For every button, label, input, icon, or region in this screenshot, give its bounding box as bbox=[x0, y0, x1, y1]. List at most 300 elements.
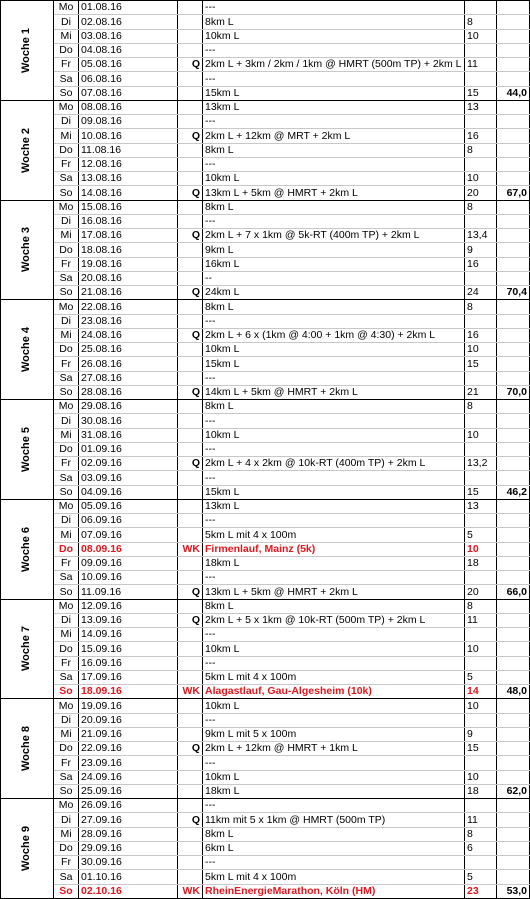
day-row bbox=[1, 827, 530, 841]
weekly-total-cell bbox=[497, 770, 530, 784]
weekly-total-cell: 48,0 bbox=[497, 685, 530, 699]
weekday-cell: Mo bbox=[54, 300, 79, 314]
weekly-total-cell: 53,0 bbox=[497, 884, 530, 898]
day-row bbox=[1, 86, 530, 100]
distance-cell: 8 bbox=[465, 827, 497, 841]
weekday-cell: Mi bbox=[54, 29, 79, 43]
date-cell: 04.09.16 bbox=[79, 485, 178, 499]
weekly-total-cell bbox=[497, 58, 530, 72]
day-row bbox=[1, 243, 530, 257]
workout-description-cell: 5km L mit 4 x 100m bbox=[203, 870, 465, 884]
session-type-cell bbox=[178, 100, 203, 114]
workout-description-cell: 8km L bbox=[203, 300, 465, 314]
session-type-cell bbox=[178, 72, 203, 86]
date-cell: 06.09.16 bbox=[79, 514, 178, 528]
day-row bbox=[1, 300, 530, 314]
week-label: Woche 9 bbox=[20, 825, 33, 871]
week-label-cell bbox=[1, 100, 54, 200]
weekday-cell: So bbox=[54, 86, 79, 100]
workout-description-cell: 15km L bbox=[203, 485, 465, 499]
weekday-cell: Fr bbox=[54, 856, 79, 870]
weekday-cell: So bbox=[54, 385, 79, 399]
weekday-cell: Sa bbox=[54, 72, 79, 86]
weekly-total-cell bbox=[497, 613, 530, 627]
week-label: Woche 3 bbox=[20, 227, 33, 273]
date-cell: 14.08.16 bbox=[79, 186, 178, 200]
day-row bbox=[1, 556, 530, 570]
day-row bbox=[1, 799, 530, 813]
workout-description-cell: --- bbox=[203, 471, 465, 485]
date-cell: 18.08.16 bbox=[79, 243, 178, 257]
session-type-cell bbox=[178, 499, 203, 513]
session-type-cell bbox=[178, 528, 203, 542]
session-type-cell: Q bbox=[178, 813, 203, 827]
date-cell: 17.08.16 bbox=[79, 229, 178, 243]
distance-cell: 13,4 bbox=[465, 229, 497, 243]
workout-description-cell: 18km L bbox=[203, 556, 465, 570]
workout-description-cell: 9km L mit 5 x 100m bbox=[203, 727, 465, 741]
session-type-cell: Q bbox=[178, 457, 203, 471]
weekly-total-cell bbox=[497, 43, 530, 57]
weekly-total-cell bbox=[497, 157, 530, 171]
weekly-total-cell bbox=[497, 172, 530, 186]
weekly-total-cell bbox=[497, 670, 530, 684]
date-cell: 12.08.16 bbox=[79, 157, 178, 171]
date-cell: 06.08.16 bbox=[79, 72, 178, 86]
workout-description-cell: --- bbox=[203, 799, 465, 813]
weekly-total-cell bbox=[497, 813, 530, 827]
date-cell: 09.09.16 bbox=[79, 556, 178, 570]
distance-cell: 10 bbox=[465, 542, 497, 556]
distance-cell bbox=[465, 157, 497, 171]
date-cell: 30.09.16 bbox=[79, 856, 178, 870]
weekday-cell: Do bbox=[54, 542, 79, 556]
weekday-cell: Sa bbox=[54, 371, 79, 385]
distance-cell bbox=[465, 442, 497, 456]
date-cell: 14.09.16 bbox=[79, 628, 178, 642]
date-cell: 02.08.16 bbox=[79, 15, 178, 29]
workout-description-cell: --- bbox=[203, 656, 465, 670]
distance-cell: 11 bbox=[465, 613, 497, 627]
date-cell: 16.08.16 bbox=[79, 214, 178, 228]
date-cell: 22.08.16 bbox=[79, 300, 178, 314]
weekday-cell: So bbox=[54, 286, 79, 300]
weekly-total-cell bbox=[497, 827, 530, 841]
distance-cell: 8 bbox=[465, 599, 497, 613]
weekday-cell: Di bbox=[54, 813, 79, 827]
date-cell: 07.09.16 bbox=[79, 528, 178, 542]
workout-description-cell: --- bbox=[203, 856, 465, 870]
distance-cell: 10 bbox=[465, 29, 497, 43]
date-cell: 19.08.16 bbox=[79, 257, 178, 271]
session-type-cell: Q bbox=[178, 58, 203, 72]
weekly-total-cell bbox=[497, 1, 530, 15]
session-type-cell bbox=[178, 799, 203, 813]
workout-description-cell: 2km L + 3km / 2km / 1km @ HMRT (500m TP) + 2km L bbox=[203, 58, 465, 72]
session-type-cell bbox=[178, 856, 203, 870]
session-type-cell bbox=[178, 727, 203, 741]
workout-description-cell: 18km L bbox=[203, 784, 465, 798]
session-type-cell bbox=[178, 115, 203, 129]
workout-description-cell: 10km L bbox=[203, 428, 465, 442]
weekly-total-cell bbox=[497, 343, 530, 357]
weekday-cell: Di bbox=[54, 314, 79, 328]
session-type-cell bbox=[178, 656, 203, 670]
workout-description-cell: 2km L + 6 x (1km @ 4:00 + 1km @ 4:30) + 2km L bbox=[203, 328, 465, 342]
date-cell: 18.09.16 bbox=[79, 685, 178, 699]
session-type-cell: Q bbox=[178, 385, 203, 399]
distance-cell bbox=[465, 799, 497, 813]
date-cell: 01.08.16 bbox=[79, 1, 178, 15]
session-type-cell bbox=[178, 143, 203, 157]
day-row bbox=[1, 43, 530, 57]
distance-cell: 10 bbox=[465, 172, 497, 186]
date-cell: 24.08.16 bbox=[79, 328, 178, 342]
distance-cell: 10 bbox=[465, 699, 497, 713]
session-type-cell bbox=[178, 870, 203, 884]
distance-cell bbox=[465, 514, 497, 528]
distance-cell: 20 bbox=[465, 186, 497, 200]
session-type-cell: WK bbox=[178, 685, 203, 699]
session-type-cell bbox=[178, 571, 203, 585]
day-row bbox=[1, 343, 530, 357]
date-cell: 17.09.16 bbox=[79, 670, 178, 684]
week-label: Woche 8 bbox=[20, 726, 33, 772]
distance-cell bbox=[465, 214, 497, 228]
weekday-cell: Mo bbox=[54, 699, 79, 713]
date-cell: 25.08.16 bbox=[79, 343, 178, 357]
week-label-cell bbox=[1, 200, 54, 300]
weekly-total-cell bbox=[497, 15, 530, 29]
workout-description-cell: 8km L bbox=[203, 15, 465, 29]
workout-description-cell: 13km L + 5km @ HMRT + 2km L bbox=[203, 585, 465, 599]
weekday-cell: Do bbox=[54, 742, 79, 756]
weekly-total-cell bbox=[497, 457, 530, 471]
workout-description-cell: --- bbox=[203, 314, 465, 328]
distance-cell bbox=[465, 571, 497, 585]
weekday-cell: Mi bbox=[54, 229, 79, 243]
day-row bbox=[1, 214, 530, 228]
session-type-cell bbox=[178, 784, 203, 798]
session-type-cell: Q bbox=[178, 286, 203, 300]
workout-description-cell: Alagastlauf, Gau-Algesheim (10k) bbox=[203, 685, 465, 699]
date-cell: 31.08.16 bbox=[79, 428, 178, 442]
workout-description-cell: --- bbox=[203, 72, 465, 86]
weekly-total-cell bbox=[497, 257, 530, 271]
date-cell: 07.08.16 bbox=[79, 86, 178, 100]
day-row bbox=[1, 485, 530, 499]
day-row bbox=[1, 727, 530, 741]
date-cell: 19.09.16 bbox=[79, 699, 178, 713]
workout-description-cell: 8km L bbox=[203, 200, 465, 214]
day-row bbox=[1, 642, 530, 656]
weekday-cell: Mo bbox=[54, 100, 79, 114]
day-row bbox=[1, 58, 530, 72]
weekly-total-cell: 62,0 bbox=[497, 784, 530, 798]
weekly-total-cell bbox=[497, 143, 530, 157]
distance-cell: 8 bbox=[465, 15, 497, 29]
workout-description-cell: --- bbox=[203, 628, 465, 642]
race-day-row bbox=[1, 542, 530, 556]
weekday-cell: So bbox=[54, 685, 79, 699]
weekly-total-cell bbox=[497, 599, 530, 613]
distance-cell: 11 bbox=[465, 58, 497, 72]
week-label: Woche 2 bbox=[20, 127, 33, 173]
weekday-cell: Di bbox=[54, 15, 79, 29]
date-cell: 21.08.16 bbox=[79, 286, 178, 300]
distance-cell bbox=[465, 713, 497, 727]
weekday-cell: Di bbox=[54, 514, 79, 528]
distance-cell: 5 bbox=[465, 528, 497, 542]
session-type-cell bbox=[178, 257, 203, 271]
weekday-cell: Mi bbox=[54, 727, 79, 741]
distance-cell: 16 bbox=[465, 129, 497, 143]
session-type-cell bbox=[178, 1, 203, 15]
day-row bbox=[1, 385, 530, 399]
weekday-cell: Di bbox=[54, 214, 79, 228]
distance-cell: 13,2 bbox=[465, 457, 497, 471]
session-type-cell bbox=[178, 343, 203, 357]
weekly-total-cell bbox=[497, 229, 530, 243]
workout-description-cell: --- bbox=[203, 514, 465, 528]
date-cell: 29.08.16 bbox=[79, 400, 178, 414]
day-row bbox=[1, 756, 530, 770]
workout-description-cell: --- bbox=[203, 157, 465, 171]
day-row bbox=[1, 428, 530, 442]
weekday-cell: Fr bbox=[54, 357, 79, 371]
distance-cell bbox=[465, 856, 497, 870]
week-label: Woche 7 bbox=[20, 626, 33, 672]
weekday-cell: Mi bbox=[54, 628, 79, 642]
weekly-total-cell bbox=[497, 29, 530, 43]
distance-cell: 10 bbox=[465, 770, 497, 784]
week-label-cell bbox=[1, 400, 54, 500]
weekly-total-cell bbox=[497, 656, 530, 670]
weekly-total-cell bbox=[497, 571, 530, 585]
day-row bbox=[1, 514, 530, 528]
distance-cell: 21 bbox=[465, 385, 497, 399]
distance-cell bbox=[465, 314, 497, 328]
weekday-cell: Mo bbox=[54, 799, 79, 813]
date-cell: 16.09.16 bbox=[79, 656, 178, 670]
date-cell: 29.09.16 bbox=[79, 841, 178, 855]
day-row bbox=[1, 670, 530, 684]
workout-description-cell: 8km L bbox=[203, 599, 465, 613]
date-cell: 15.08.16 bbox=[79, 200, 178, 214]
date-cell: 08.09.16 bbox=[79, 542, 178, 556]
workout-description-cell: 8km L bbox=[203, 400, 465, 414]
session-type-cell bbox=[178, 200, 203, 214]
weekly-total-cell bbox=[497, 371, 530, 385]
workout-description-cell: 2km L + 12km @ HMRT + 1km L bbox=[203, 742, 465, 756]
weekly-total-cell bbox=[497, 72, 530, 86]
session-type-cell: WK bbox=[178, 542, 203, 556]
day-row bbox=[1, 200, 530, 214]
day-row bbox=[1, 72, 530, 86]
day-row bbox=[1, 528, 530, 542]
workout-description-cell: 8km L bbox=[203, 143, 465, 157]
weekday-cell: Sa bbox=[54, 571, 79, 585]
week-label-cell bbox=[1, 499, 54, 599]
day-row bbox=[1, 328, 530, 342]
weekday-cell: So bbox=[54, 585, 79, 599]
day-row bbox=[1, 656, 530, 670]
weekly-total-cell bbox=[497, 856, 530, 870]
weekday-cell: Sa bbox=[54, 670, 79, 684]
workout-description-cell: 2km L + 12km @ MRT + 2km L bbox=[203, 129, 465, 143]
date-cell: 10.09.16 bbox=[79, 571, 178, 585]
session-type-cell bbox=[178, 556, 203, 570]
session-type-cell: Q bbox=[178, 186, 203, 200]
workout-description-cell: 2km L + 7 x 1km @ 5k-RT (400m TP) + 2km L bbox=[203, 229, 465, 243]
weekday-cell: Fr bbox=[54, 457, 79, 471]
weekday-cell: Fr bbox=[54, 656, 79, 670]
day-row bbox=[1, 314, 530, 328]
distance-cell: 9 bbox=[465, 243, 497, 257]
day-row bbox=[1, 571, 530, 585]
distance-cell bbox=[465, 72, 497, 86]
distance-cell bbox=[465, 471, 497, 485]
race-day-row bbox=[1, 685, 530, 699]
workout-description-cell: 10km L bbox=[203, 699, 465, 713]
date-cell: 01.09.16 bbox=[79, 442, 178, 456]
workout-description-cell: --- bbox=[203, 214, 465, 228]
workout-description-cell: 2km L + 5 x 1km @ 10k-RT (500m TP) + 2km L bbox=[203, 613, 465, 627]
weekly-total-cell bbox=[497, 699, 530, 713]
weekly-total-cell bbox=[497, 628, 530, 642]
weekday-cell: Fr bbox=[54, 157, 79, 171]
week-label: Woche 6 bbox=[20, 526, 33, 572]
weekly-total-cell bbox=[497, 799, 530, 813]
session-type-cell bbox=[178, 414, 203, 428]
day-row bbox=[1, 257, 530, 271]
week-label: Woche 4 bbox=[20, 327, 33, 373]
workout-description-cell: -- bbox=[203, 271, 465, 285]
day-row bbox=[1, 115, 530, 129]
distance-cell bbox=[465, 1, 497, 15]
day-row bbox=[1, 613, 530, 627]
day-row bbox=[1, 770, 530, 784]
date-cell: 27.08.16 bbox=[79, 371, 178, 385]
weekly-total-cell: 66,0 bbox=[497, 585, 530, 599]
session-type-cell bbox=[178, 628, 203, 642]
workout-description-cell: --- bbox=[203, 115, 465, 129]
distance-cell: 16 bbox=[465, 257, 497, 271]
session-type-cell bbox=[178, 514, 203, 528]
session-type-cell bbox=[178, 841, 203, 855]
weekly-total-cell bbox=[497, 841, 530, 855]
date-cell: 22.09.16 bbox=[79, 742, 178, 756]
weekday-cell: Sa bbox=[54, 471, 79, 485]
workout-description-cell: 16km L bbox=[203, 257, 465, 271]
date-cell: 05.08.16 bbox=[79, 58, 178, 72]
weekday-cell: Do bbox=[54, 43, 79, 57]
distance-cell: 16 bbox=[465, 328, 497, 342]
weekly-total-cell bbox=[497, 357, 530, 371]
distance-cell: 24 bbox=[465, 286, 497, 300]
session-type-cell bbox=[178, 357, 203, 371]
workout-description-cell: --- bbox=[203, 571, 465, 585]
date-cell: 23.09.16 bbox=[79, 756, 178, 770]
session-type-cell bbox=[178, 471, 203, 485]
weekly-total-cell bbox=[497, 442, 530, 456]
day-row bbox=[1, 157, 530, 171]
weekday-cell: Do bbox=[54, 343, 79, 357]
weekday-cell: Mi bbox=[54, 528, 79, 542]
weekly-total-cell bbox=[497, 471, 530, 485]
weekday-cell: Do bbox=[54, 642, 79, 656]
date-cell: 11.08.16 bbox=[79, 143, 178, 157]
session-type-cell bbox=[178, 442, 203, 456]
date-cell: 05.09.16 bbox=[79, 499, 178, 513]
date-cell: 26.08.16 bbox=[79, 357, 178, 371]
day-row bbox=[1, 457, 530, 471]
session-type-cell bbox=[178, 314, 203, 328]
distance-cell: 15 bbox=[465, 485, 497, 499]
date-cell: 13.09.16 bbox=[79, 613, 178, 627]
weekly-total-cell: 46,2 bbox=[497, 485, 530, 499]
weekday-cell: Mi bbox=[54, 428, 79, 442]
distance-cell: 14 bbox=[465, 685, 497, 699]
distance-cell: 6 bbox=[465, 841, 497, 855]
weekday-cell: Fr bbox=[54, 556, 79, 570]
weekday-cell: Mi bbox=[54, 129, 79, 143]
distance-cell: 15 bbox=[465, 357, 497, 371]
weekly-total-cell bbox=[497, 556, 530, 570]
day-row bbox=[1, 841, 530, 855]
weekday-cell: Do bbox=[54, 243, 79, 257]
day-row bbox=[1, 414, 530, 428]
day-row bbox=[1, 599, 530, 613]
workout-description-cell: 10km L bbox=[203, 343, 465, 357]
session-type-cell bbox=[178, 827, 203, 841]
session-type-cell bbox=[178, 300, 203, 314]
session-type-cell bbox=[178, 157, 203, 171]
workout-description-cell: 10km L bbox=[203, 770, 465, 784]
distance-cell bbox=[465, 271, 497, 285]
weekday-cell: Mo bbox=[54, 200, 79, 214]
weekly-total-cell bbox=[497, 742, 530, 756]
distance-cell: 15 bbox=[465, 86, 497, 100]
weekly-total-cell bbox=[497, 100, 530, 114]
date-cell: 25.09.16 bbox=[79, 784, 178, 798]
day-row bbox=[1, 129, 530, 143]
distance-cell bbox=[465, 43, 497, 57]
distance-cell: 13 bbox=[465, 499, 497, 513]
weekday-cell: Fr bbox=[54, 58, 79, 72]
date-cell: 20.09.16 bbox=[79, 713, 178, 727]
session-type-cell bbox=[178, 15, 203, 29]
workout-description-cell: 11km mit 5 x 1km @ HMRT (500m TP) bbox=[203, 813, 465, 827]
date-cell: 28.09.16 bbox=[79, 827, 178, 841]
session-type-cell bbox=[178, 43, 203, 57]
session-type-cell bbox=[178, 699, 203, 713]
session-type-cell: Q bbox=[178, 742, 203, 756]
distance-cell bbox=[465, 656, 497, 670]
distance-cell: 10 bbox=[465, 642, 497, 656]
distance-cell: 8 bbox=[465, 200, 497, 214]
weekday-cell: Di bbox=[54, 613, 79, 627]
session-type-cell bbox=[178, 756, 203, 770]
date-cell: 10.08.16 bbox=[79, 129, 178, 143]
workout-description-cell: 2km L + 4 x 2km @ 10k-RT (400m TP) + 2km L bbox=[203, 457, 465, 471]
workout-description-cell: --- bbox=[203, 43, 465, 57]
weekday-cell: So bbox=[54, 784, 79, 798]
distance-cell: 5 bbox=[465, 870, 497, 884]
week-label-cell bbox=[1, 799, 54, 899]
day-row bbox=[1, 870, 530, 884]
workout-description-cell: 14km L + 5km @ HMRT + 2km L bbox=[203, 385, 465, 399]
